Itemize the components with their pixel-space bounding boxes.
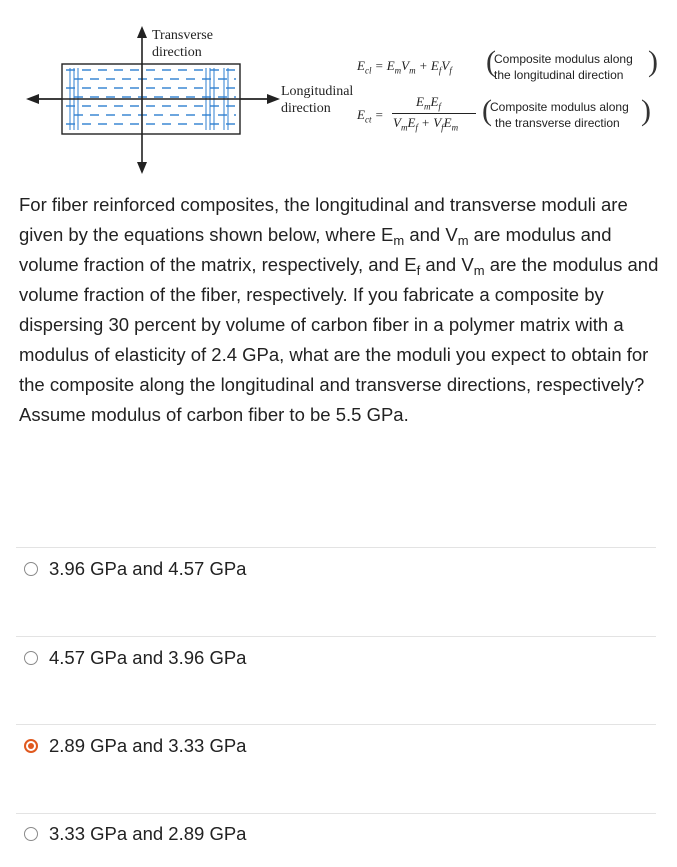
question-part-5: are the modulus and volume fraction of the fiber, respectively. If you fabricate a composite by dispersing 30 percent by volume of carbon fiber in a polymer matrix with a modulus of elasticity of 2.4 GPa, what are the moduli you expect to obtain for the composite along the longitudinal and transverse directions, respectively? Assume modulus of carbon fiber to be 5.5 GPa. (19, 254, 659, 425)
subscript-m: m (473, 263, 485, 278)
longitudinal-note-line2: the longitudinal direction (494, 68, 624, 82)
longitudinal-note (494, 51, 633, 83)
paren-close-1: ) (648, 45, 658, 78)
subscript-m: m (393, 233, 405, 248)
longitudinal-equation: $E_{cl} = E_mV_m + E_fV_f$ (357, 58, 452, 76)
transverse-label-line1: Transverse (152, 28, 213, 43)
longitudinal-label (281, 83, 353, 117)
arrow-up-icon (137, 26, 147, 38)
paren-close-2: ) (641, 94, 651, 127)
longitudinal-label-line2: direction (281, 101, 331, 116)
option-label-1: 3.96 GPa and 4.57 GPa (49, 558, 247, 579)
divider (16, 636, 656, 637)
divider (16, 547, 656, 548)
question-text (19, 190, 659, 430)
paren-open-1: ( (486, 45, 496, 78)
composite-figure (0, 0, 677, 185)
answer-option-3[interactable] (24, 734, 246, 758)
arrow-down-icon (137, 162, 147, 174)
paren-open-2: ( (482, 94, 492, 127)
radio-button-2[interactable] (24, 651, 38, 665)
option-label-3: 2.89 GPa and 3.33 GPa (49, 735, 247, 756)
option-label-2: 4.57 GPa and 3.96 GPa (49, 647, 247, 668)
transverse-note-line1: Composite modulus along (490, 100, 629, 114)
transverse-equation-lhs: $E_{ct}$ = (357, 107, 384, 125)
divider (16, 813, 656, 814)
fraction-bar (392, 113, 476, 114)
question-part-1: For fiber reinforced composites, the longitudinal and transverse moduli are given by the equations shown below, where E (19, 194, 628, 245)
transverse-note (490, 99, 629, 131)
answer-option-2[interactable] (24, 646, 246, 670)
transverse-label-line2: direction (152, 45, 202, 60)
question-part-2: and V (404, 224, 458, 245)
radio-button-1[interactable] (24, 562, 38, 576)
transverse-equation-denominator: $V_mE_f + V_fE_m$ (393, 115, 459, 133)
subscript-f: f (416, 263, 421, 278)
answer-option-4[interactable] (24, 822, 246, 846)
longitudinal-label-line1: Longitudinal (281, 84, 354, 99)
answer-option-1[interactable] (24, 557, 246, 581)
radio-button-4[interactable] (24, 827, 38, 841)
transverse-equation-numerator: $E_mE_f$ (416, 94, 441, 112)
option-label-4: 3.33 GPa and 2.89 GPa (49, 823, 247, 844)
question-part-3: are modulus and volume fraction of the matrix, respectively, and E (19, 224, 612, 275)
question-part-4: and V (420, 254, 474, 275)
transverse-label (152, 27, 213, 61)
subscript-m: m (457, 233, 469, 248)
divider (16, 724, 656, 725)
transverse-note-line2: the transverse direction (495, 116, 620, 130)
longitudinal-note-line1: Composite modulus along (494, 52, 633, 66)
radio-button-3[interactable] (24, 739, 38, 753)
